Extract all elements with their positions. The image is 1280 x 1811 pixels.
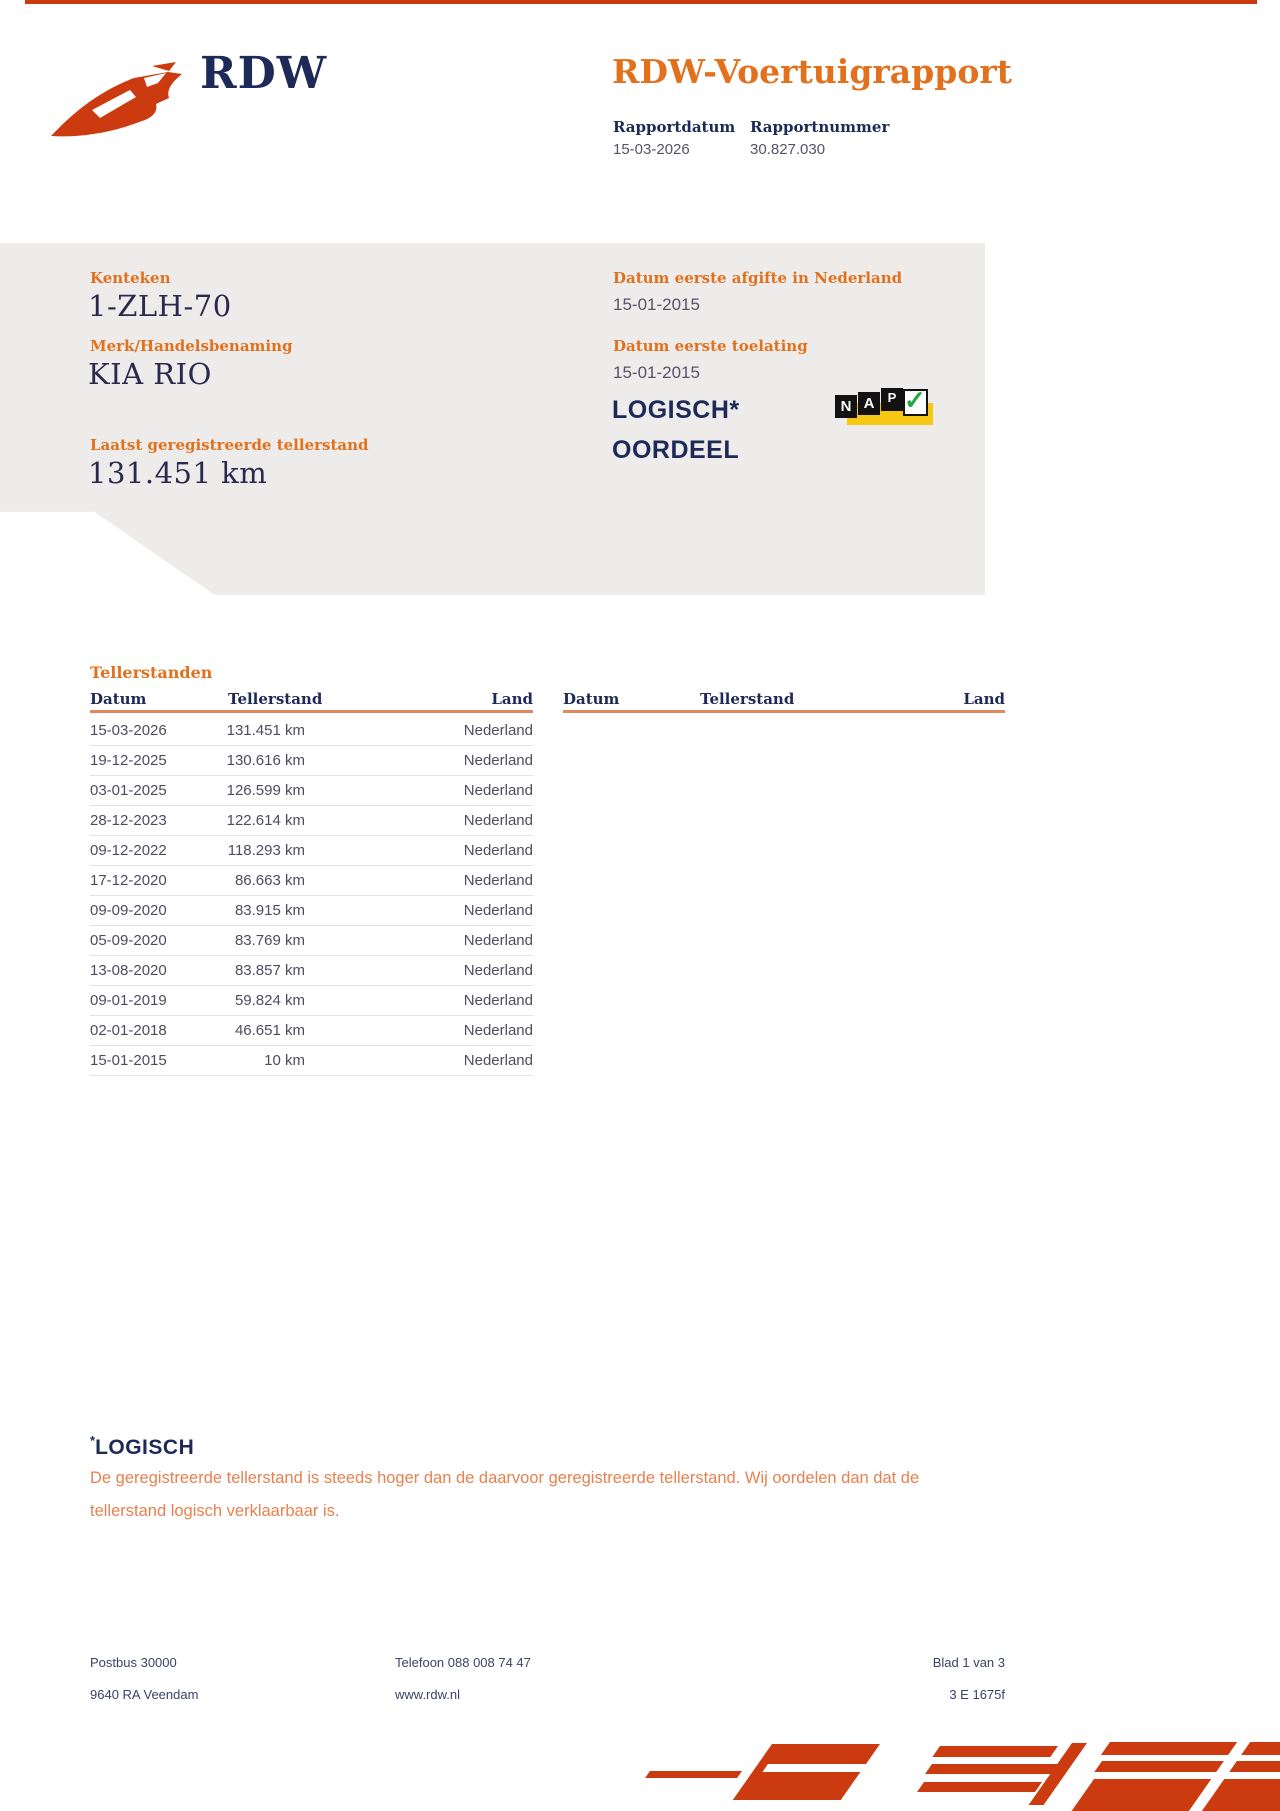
t2-header-rule [563,710,1005,713]
laatste-tellerstand-label: Laatst geregistreerde tellerstand [90,436,369,454]
row-tellerstand: 131.451 km [226,722,305,739]
footer-graphic [640,1738,1280,1811]
afgifte-label: Datum eerste afgifte in Nederland [613,269,903,287]
row-tellerstand: 118.293 km [227,842,305,859]
row-tellerstand: 59.824 km [234,992,305,1009]
graphic-stripe [932,1746,1058,1757]
oordeel-line1: LOGISCH* [612,396,740,424]
report-number-value: 30.827.030 [750,141,826,158]
row-tellerstand: 83.769 km [234,932,305,949]
graphic-block [733,1744,880,1800]
table-row [90,1016,533,1046]
row-tellerstand: 122.614 km [226,812,305,829]
row-tellerstand: 46.651 km [234,1022,305,1039]
footer-page-indicator: Blad 1 van 3 [932,1655,1005,1670]
toelating-label: Datum eerste toelating [613,337,808,355]
table-row [90,836,533,866]
row-datum: 28-12-2023 [90,812,167,829]
row-land: Nederland [463,932,533,949]
row-land: Nederland [463,992,533,1009]
row-land: Nederland [463,812,533,829]
graphic-slash [762,1764,892,1772]
tellerstanden-heading: Tellerstanden [90,663,213,682]
page-title: RDW-Voertuigrapport [612,52,1012,91]
row-datum: 02-01-2018 [90,1022,167,1039]
row-land: Nederland [463,842,533,859]
table-row [90,716,533,746]
table-row [90,776,533,806]
graphic-stripe [917,1782,1042,1792]
nap-checkmark-icon: ✓ [904,385,926,415]
rdw-logo-text: RDW [200,48,328,99]
t1-col-tellerstand: Tellerstand [228,690,323,708]
graphic-block [1070,1779,1280,1811]
t2-col-tellerstand: Tellerstand [700,690,795,708]
report-date-value: 15-03-2026 [613,141,690,158]
row-datum: 15-03-2026 [90,722,167,739]
table-row [90,866,533,896]
rdw-logo-swoosh-icon [48,52,188,140]
row-tellerstand: 83.915 km [234,902,305,919]
table-row [90,746,533,776]
nap-logo [833,383,935,431]
row-land: Nederland [463,962,533,979]
graphic-stripe [925,1764,1067,1774]
asterisk-mark: * [90,1433,96,1448]
row-tellerstand: 126.599 km [226,782,305,799]
report-date-label: Rapportdatum [613,118,736,136]
footer-form-code: 3 E 1675f [949,1687,1005,1702]
top-border-line [25,0,1257,4]
toelating-value: 15-01-2015 [613,363,700,382]
row-datum: 17-12-2020 [90,872,167,889]
row-land: Nederland [463,902,533,919]
table-row [90,896,533,926]
logisch-note-title: LOGISCH [95,1436,195,1459]
footer-postbus: Postbus 30000 [90,1655,177,1670]
row-datum: 09-12-2022 [90,842,167,859]
table-row [90,1046,533,1076]
footer-website-link[interactable]: www.rdw.nl [395,1687,461,1702]
row-tellerstand: 86.663 km [234,872,305,889]
row-tellerstand: 10 km [264,1052,305,1069]
kenteken-value: 1-ZLH-70 [88,289,232,323]
row-land: Nederland [463,722,533,739]
graphic-stripe [1094,1761,1280,1772]
row-land: Nederland [463,782,533,799]
nap-letter-n: N [835,395,857,418]
table-row [90,956,533,986]
logisch-note-body: De geregistreerde tellerstand is steeds hoger dan de daarvoor geregistreerde tellerstand. Wij oordelen dan dat de tellerstand logisch verklaarbaar is. [90,1469,920,1520]
row-datum: 19-12-2025 [90,752,167,769]
graphic-stripe [1101,1742,1280,1755]
row-datum: 13-08-2020 [90,962,167,979]
row-land: Nederland [463,1052,533,1069]
nap-letter-p: P [881,388,903,411]
t2-col-datum: Datum [563,690,620,708]
table-row [90,986,533,1016]
table-row [90,926,533,956]
kenteken-label: Kenteken [90,269,171,287]
t2-col-land: Land [963,690,1005,708]
footer-phone: Telefoon 088 008 74 47 [395,1655,531,1670]
oordeel-line2: OORDEEL [612,436,740,464]
row-land: Nederland [463,1022,533,1039]
merk-value: KIA RIO [88,357,212,391]
row-land: Nederland [463,752,533,769]
row-land: Nederland [463,872,533,889]
t1-header-rule [90,710,533,713]
merk-label: Merk/Handelsbenaming [90,337,293,355]
logisch-note-heading [90,1433,194,1460]
tellerstanden-table [90,716,533,1076]
row-tellerstand: 83.857 km [234,962,305,979]
row-datum: 15-01-2015 [90,1052,167,1069]
afgifte-value: 15-01-2015 [613,295,700,314]
row-tellerstand: 130.616 km [226,752,305,769]
t1-col-land: Land [491,690,533,708]
row-datum: 03-01-2025 [90,782,167,799]
t1-col-datum: Datum [90,690,147,708]
nap-letter-a: A [858,392,880,415]
table-row [90,806,533,836]
laatste-tellerstand-value: 131.451 km [88,456,268,490]
row-datum: 09-09-2020 [90,902,167,919]
graphic-stripe [645,1771,742,1778]
row-datum: 05-09-2020 [90,932,167,949]
row-datum: 09-01-2019 [90,992,167,1009]
footer-address: 9640 RA Veendam [90,1687,199,1702]
report-number-label: Rapportnummer [750,118,890,136]
